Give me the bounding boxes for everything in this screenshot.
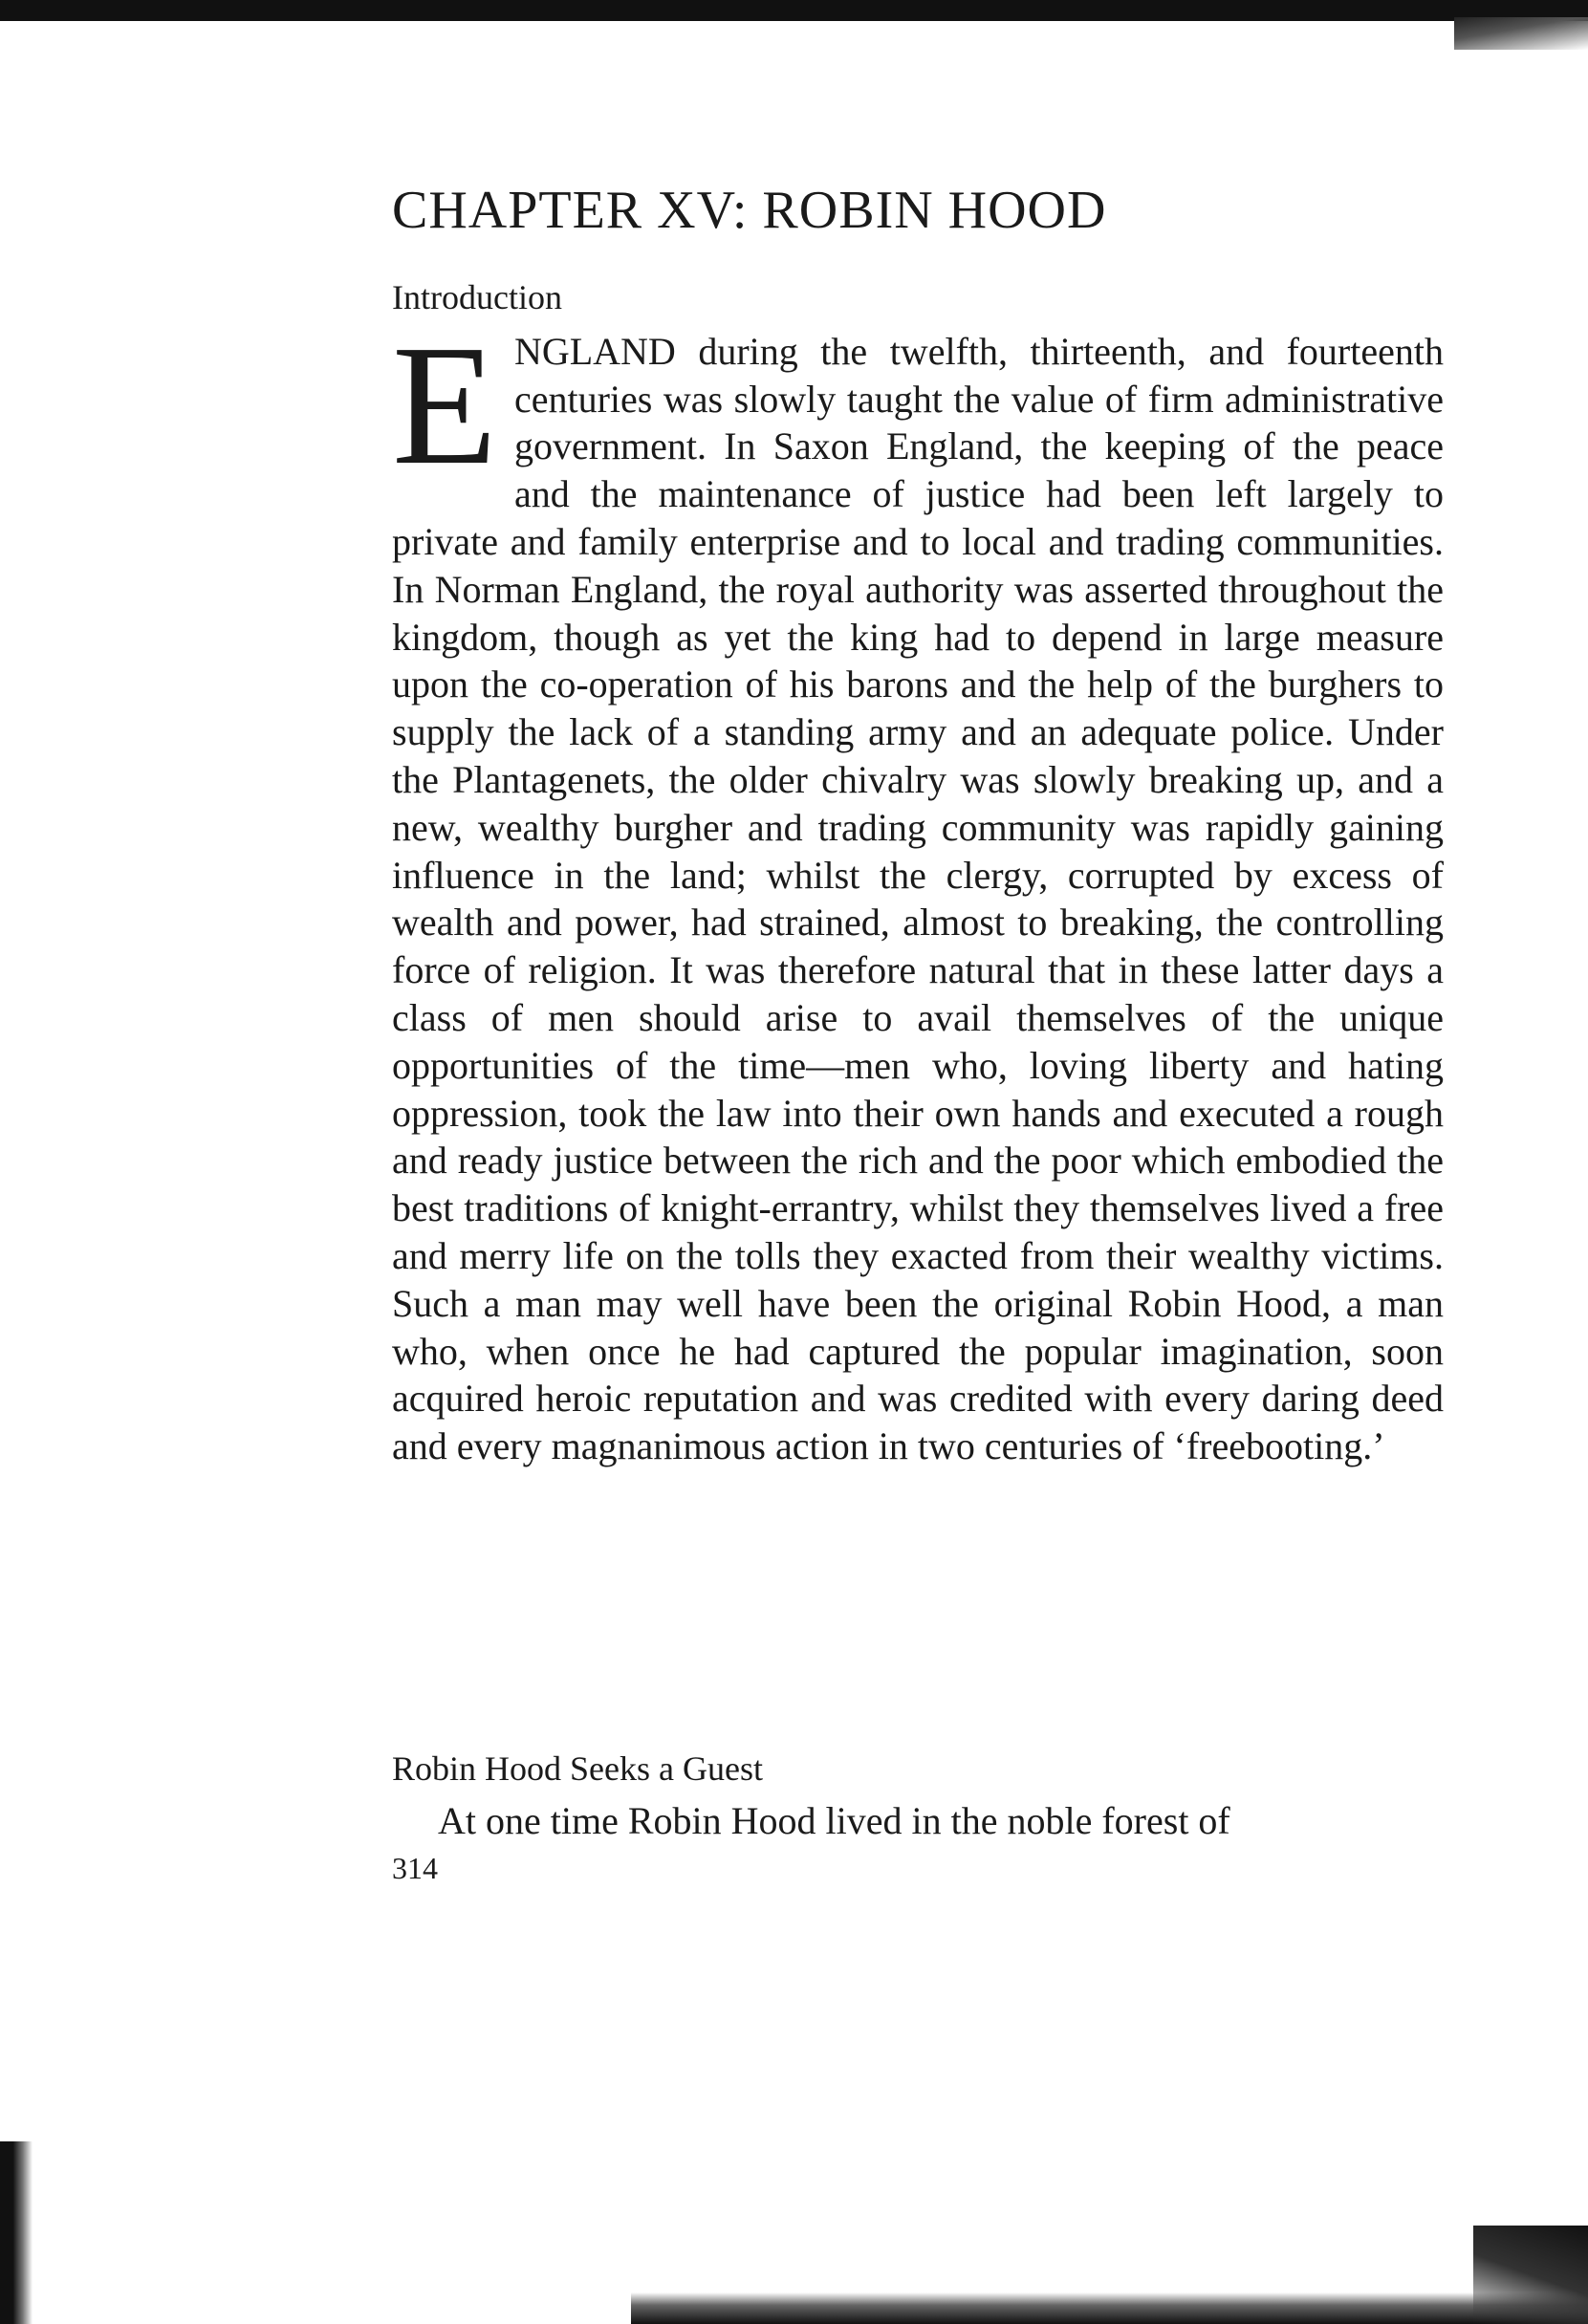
scan-top-border	[0, 0, 1588, 21]
introduction-heading: Introduction	[392, 277, 562, 316]
section-opening-line: At one time Robin Hood lived in the noble forest of	[438, 1798, 1230, 1842]
page-number: 314	[392, 1850, 438, 1885]
introduction-body	[392, 328, 1444, 1714]
scan-left-edge-shadow	[0, 2141, 33, 2324]
book-page	[392, 182, 1444, 1883]
section-heading-robin-hood-seeks-a-guest: Robin Hood Seeks a Guest	[392, 1748, 763, 1788]
drop-cap: E	[392, 327, 497, 500]
scan-top-edge-shadow	[1454, 17, 1588, 50]
scan-bottom-edge-shadow	[631, 2292, 1588, 2324]
chapter-title: CHAPTER XV: ROBIN HOOD	[392, 181, 1107, 240]
scan-corner-shadow	[1473, 2226, 1588, 2324]
introduction-paragraph: NGLAND during the twelfth, thirteenth, and fourteenth centuries was slowly taught the value of firm administrative government. In Saxon England, the keeping of the peace and the maintenance of justice had been left largely to private and family enterprise and to local and trading communities. In Norman England, the royal authority was asserted throughout the kingdom, though as yet the king had to depend in large measure upon the co-operation of his barons and the help of the burghers to supply the lack of a standing army and an adequate police. Under the Plantagenets, the older chivalry was slowly breaking up, and a new, wealthy burgher and trading community was rapidly gaining influence in the land; whilst the clergy, corrupted by excess of wealth and power, had strained, almost to breaking, the controlling force of religion. It was therefore natural that in these latter days a class of men should arise to avail themselves of the unique opportunities of the time—men who, loving liberty and hating oppression, took the law into their own hands and executed a rough and ready justice between the rich and the poor which embodied the best traditions of knight-errantry, whilst they themselves lived a free and merry life on the tolls they exacted from their wealthy victims. Such a man may well have been the original Robin Hood, a man who, when once he had captured the popular imagination, soon acquired heroic reputation and was credited with every daring deed and every magnanimous action in two centuries of ‘freebooting.’	[392, 329, 1444, 1468]
